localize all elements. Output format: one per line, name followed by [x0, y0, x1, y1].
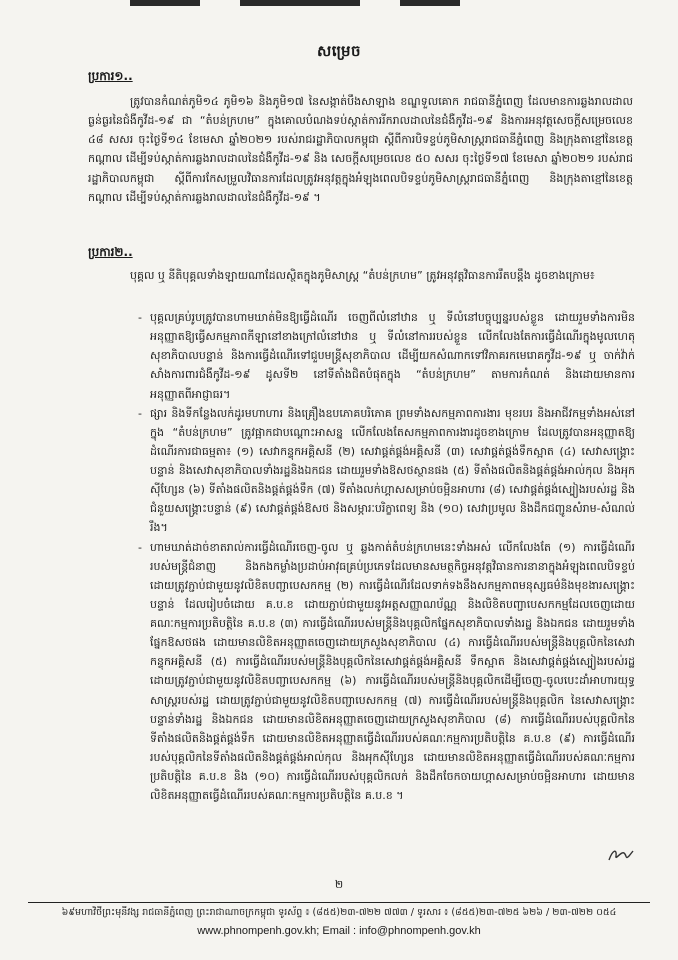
footer-contact: www.phnompenh.gov.kh; Email : info@phnompenh.gov.kh [197, 925, 481, 937]
list-item: - បុគ្គលគ្រប់រូបត្រូវបានហាមឃាត់មិនឱ្យធ្វើដំណើរ ចេញពីលំនៅឋាន ឬ ទីលំនៅបច្ចុប្បន្នរបស់ខ្លួន ដោយរួមទាំងការមិនអនុញ្ញាតឱ្យធ្វើសកម្មភាពកីឡានៅខាងក្រៅលំនៅឋាន ឬ ទីលំនៅការរបស់ខ្លួន លើកលែងតែការធ្វើដំណើរក្នុងមូលហេតុសុខាភិបាលបន្ទាន់ និងការធ្វើដំណើរទៅជួបមន្ត្រីសុខាភិបាល ដើម្បីយកសំណាកទៅវិភាគរកមេរោគកូវីដ-១៩ ឬ ចាក់វ៉ាក់សាំងការពារជំងឺកូវីដ-១៩ ដូសទី២ នៅទីតាំងជិតបំផុតក្នុង “តំបន់ក្រហម” តាមការកំណត់ និងដោយមានការអនុញ្ញាតពីអាជ្ញាធរ។ [150, 308, 635, 404]
footer-address: ៦៩មហាវិថីព្រះមុនីវង្ស រាជធានីភ្នំពេញ ព្រះរាជាណាចក្រកម្ពុជា ទូរស័ព្ទ ៖ (៨៥៥)២៣-៧២២ ៧៧៣ / ទូរសារ ៖ (៨៥៥)២៣-៧២៥ ៦២៦ / ២៣-៧២២ ០៥៤ [61, 907, 617, 918]
list-item: - ផ្សារ និងទីកន្លែងលក់ដូរមហាហារ និងគ្រឿងឧបភោគបរិភោគ ព្រមទាំងសកម្មភាពការងារ មុខរបរ និងអាជីវកម្មទាំងអស់នៅក្នុង “តំបន់ក្រហម” ត្រូវផ្អាកជាបណ្តោះអាសន្ន លើកលែងតែសកម្មភាពការងារដូចខាងក្រោម ដែលត្រូវបានអនុញ្ញាតឱ្យដំណើរការជាធម្មតា៖ (១) សេវាកន្ទុកអគ្គិសនី (២) សេវាផ្គត់ផ្គង់អគ្គិសនី (៣) សេវាផ្គត់ផ្គង់ទឹកស្អាត (៤) សេវាសង្គ្រោះបន្ទាន់ និងសេវាសុខាភិបាលទាំងរដ្ឋនិងឯកជន ដោយរួមទាំងឱសថស្ថានផង (៥) ទីតាំងផលិតនិងផ្គត់ផ្គង់អាល់កុល និងអុកស៊ីហ្សែន (៦) ទីតាំងផលិតនិងផ្គត់ផ្គង់ទឹក (៧) ទីតាំងលក់ហ្គាសសម្រាប់ចម្អិនអាហារ (៨) សេវាផ្គត់ផ្គង់ស្បៀងរបស់រដ្ឋ និងជំនួយសង្គ្រោះបន្ទាន់ (៩) សេវាផ្គត់ផ្គង់ឱសថ និងសម្ភារៈបរិក្ខាពេទ្យ និង (១០) សេវាប្រមូល និងដឹកជញ្ជូនសំរាម-សំណល់រឹង។ [150, 404, 635, 538]
list-item: - ហាមឃាត់ដាច់ខាតរាល់ការធ្វើដំណើរចេញ-ចូល ឬ ឆ្លងកាត់តំបន់ក្រហមនេះទាំងអស់ លើកលែងតែ (១) ការធ្វើដំណើររបស់មន្ត្រីជំនាញ និងកងកម្លាំងប្រដាប់អាវុធគ្រប់ប្រភេទដែលមានសមត្ថកិច្ចអនុវត្តវិធានការនានាក្នុងអំឡុងពេលបិទខ្ទប់ ដោយត្រូវភ្ជាប់ជាមួយនូវលិខិតបញ្ជាបេសកកម្ម (២) ការធ្វើដំណើរដែលទាក់ទងនឹងសកម្មភាពមនុស្សធម៌និងមុខងារសង្គ្រោះបន្ទាន់ ដែលរៀបចំដោយ គ.ប.ខ ដោយភ្ជាប់ជាមួយនូវអត្តសញ្ញាណប័ណ្ណ និងលិខិតបញ្ជាបេសកកម្មដែលចេញដោយគណៈកម្មការប្រតិបត្តិនៃ គ.ប.ខ (៣) ការធ្វើដំណើររបស់មន្ត្រីនិងបុគ្គលិកផ្នែកសុខាភិបាលទាំងរដ្ឋ និងឯកជន ដោយរួមទាំងផ្នែកឱសថផង ដោយមានលិខិតអនុញ្ញាតចេញដោយក្រសួងសុខាភិបាល (៤) ការធ្វើដំណើររបស់មន្ត្រីនិងបុគ្គលិកនៃសេវាកន្ទុកអគ្គិសនី (៥) ការធ្វើដំណើររបស់មន្ត្រីនិងបុគ្គលិកនៃសេវាផ្គត់ផ្គង់អគ្គិសនី ទឹកស្អាត និងសេវាផ្គត់ផ្គង់ស្បៀងរបស់រដ្ឋ ដោយត្រូវភ្ជាប់ជាមួយនូវលិខិតបញ្ជាបេសកកម្ម (៦) ការធ្វើដំណើររបស់មន្ត្រីនិងបុគ្គលិកដើម្បីចេញ-ចូលបេះដាំអាហារយុទ្ធសាស្ត្ររបស់រដ្ឋ ដោយត្រូវភ្ជាប់ជាមួយនូវលិខិតបញ្ជាបេសកកម្ម (៧) ការធ្វើដំណើររបស់មន្ត្រីនិងបុគ្គលិក នៃសេវាសង្គ្រោះបន្ទាន់ទាំងរដ្ឋ និងឯកជន ដោយមានលិខិតអនុញ្ញាតចេញដោយក្រសួងសុខាភិបាល (៨) ការធ្វើដំណើររបស់បុគ្គលិកនៃទីតាំងផលិតនិងផ្គត់ផ្គង់ទឹក ដោយមានលិខិតអនុញ្ញាតធ្វើដំណើររបស់គណៈកម្មការប្រតិបត្តិនៃ គ.ប.ខ (៩) ការធ្វើដំណើររបស់បុគ្គលិកនៃទីតាំងផលិតនិងផ្គត់ផ្គង់អាល់កុល និងអុកស៊ីហ្សែន ដោយមានលិខិតអនុញ្ញាតធ្វើដំណើររបស់គណៈកម្មការប្រតិបត្តិនៃ គ.ប.ខ និង (១០) ការធ្វើដំណើររបស់បុគ្គលិកលក់ និងដឹកចែកចាយហ្គាសសម្រាប់ចម្អិនអាហារ ដោយមានលិខិតអនុញ្ញាតធ្វើដំណើររបស់គណៈកម្មការប្រតិបត្តិនៃ គ.ប.ខ ។ [150, 538, 635, 806]
article-2-intro [88, 266, 633, 285]
page-number: ២ [334, 878, 344, 891]
article-2-label [88, 244, 133, 262]
handwritten-initials [607, 847, 635, 863]
article-1-paragraph: ត្រូវបានកំណត់ភូមិ១៤ ភូមិ១៦ និងភូមិ១៧ នៃសង្កាត់បឹងសាឡាង ខណ្ឌទួលគោក រាជធានីភ្នំពេញ ដែលមានការឆ្លងរាលដាលធ្ងន់ធ្ងរនៃជំងឺកូវីដ-១៩ ជា “តំបន់ក្រហម” ក្នុងគោលបំណងទប់ស្កាត់ការរីករាលដាលនៃជំងឺកូវីដ-១៩ និងការអនុវត្តសេចក្តីសម្រេចលេខ ៤៨ សសរ ចុះថ្ងៃទី១៤ ខែមេសា ឆ្នាំ២០២១ របស់រាជរដ្ឋាភិបាលកម្ពុជា ស្តីពីការបិទខ្ទប់ភូមិសាស្ត្ររាជធានីភ្នំពេញ និងក្រុងតាខ្មៅនៃខេត្តកណ្តាល ដើម្បីទប់ស្កាត់ការឆ្លងរាលដាលនៃជំងឺកូវីដ-១៩ និង សេចក្តីសម្រេចលេខ ៥០ សសរ ចុះថ្ងៃទី១៧ ខែមេសា ឆ្នាំ២០២១ របស់រាជរដ្ឋាភិបាលកម្ពុជា ស្តីពីការកែសម្រួលវិធានការដែលត្រូវអនុវត្តក្នុងអំឡុងពេលបិទខ្ទប់ភូមិសាស្ត្ររាជធានីភ្នំពេញ និងក្រុងតាខ្មៅនៃខេត្តកណ្តាល ដើម្បីទប់ស្កាត់ការឆ្លងរាលដាលនៃជំងឺកូវីដ-១៩ ។ [88, 95, 633, 204]
article-2-intro-text: បុគ្គល ឬ នីតិបុគ្គលទាំងឡាយណាដែលស្ថិតក្នុងភូមិសាស្ត្រ “តំបន់ក្រហម” ត្រូវអនុវត្តវិធានការរឹតបន្តឹង ដូចខាងក្រោម៖ [130, 269, 595, 282]
article-2-bullet-list [150, 308, 635, 805]
footer-divider [28, 902, 650, 903]
article-2-label-text: ប្រការ២ [88, 245, 124, 259]
article-1-label [88, 68, 133, 86]
document-title: សម្រេច [316, 42, 362, 60]
email-label: Email : [322, 925, 357, 937]
header-strip [130, 0, 510, 6]
article-1-label-text: ប្រការ១ [88, 69, 124, 83]
article-1-label-dots: .. [123, 69, 133, 83]
article-2-label-dots: .. [123, 245, 133, 259]
article-1-body [88, 92, 633, 207]
initials-mark-icon [607, 847, 635, 863]
email-link[interactable]: info@phnompenh.gov.kh [359, 925, 481, 937]
website-link[interactable]: www.phnompenh.gov.kh [197, 925, 317, 937]
